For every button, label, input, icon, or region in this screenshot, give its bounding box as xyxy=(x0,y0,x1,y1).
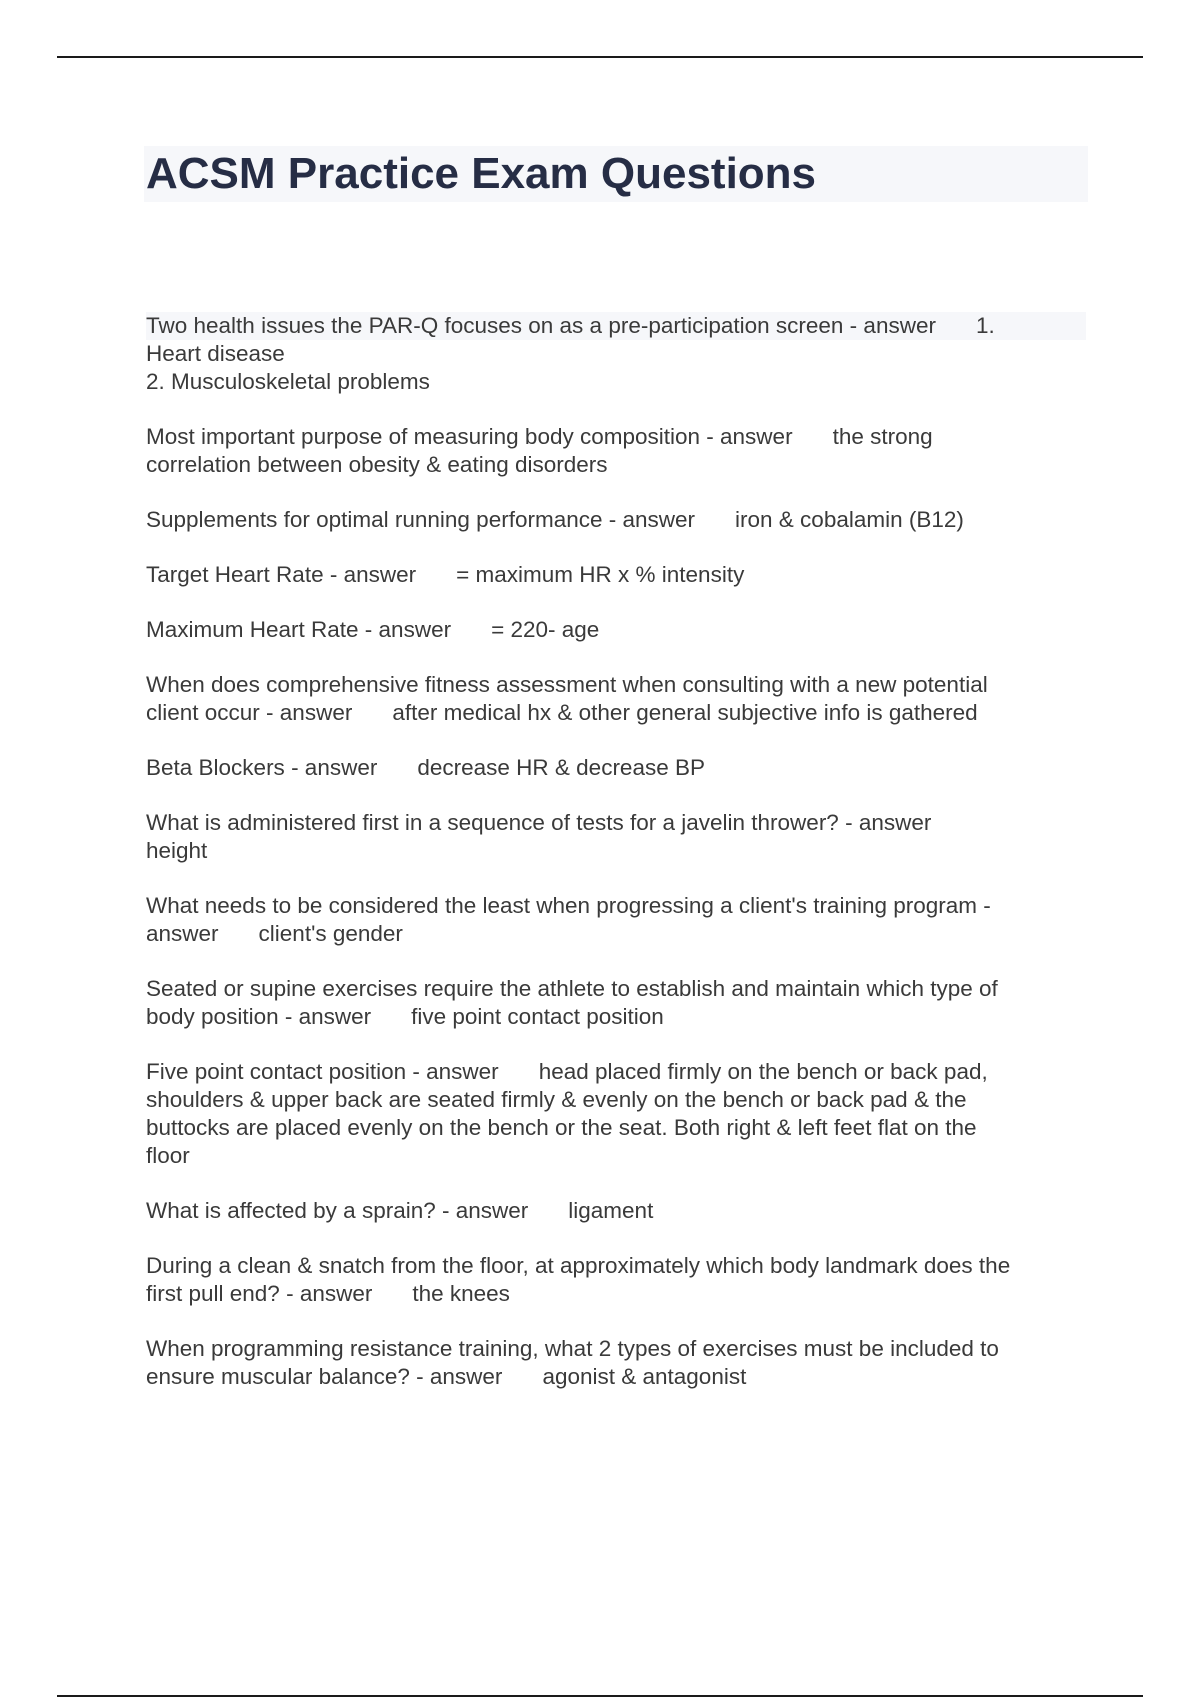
qa-line xyxy=(146,920,1086,948)
qa-list xyxy=(146,312,1086,1418)
answer-text: ligament xyxy=(568,1198,654,1223)
question-text: Most important purpose of measuring body composition - answer xyxy=(146,424,793,449)
answer-text: = 220- age xyxy=(491,617,600,642)
question-text: client occur - answer xyxy=(146,700,353,725)
answer-text: the strong xyxy=(832,424,933,449)
qa-line xyxy=(146,754,1086,782)
question-text: Supplements for optimal running performance - answer xyxy=(146,507,696,532)
qa-line xyxy=(146,312,1086,340)
page-title: ACSM Practice Exam Questions xyxy=(146,149,817,198)
answer-text: after medical hx & other general subjective info is gathered xyxy=(392,700,978,725)
question-line: What is administered first in a sequence of tests for a javelin thrower? - answer xyxy=(146,810,932,835)
qa-line xyxy=(146,699,1086,727)
answer-text: the knees xyxy=(412,1281,510,1306)
question-text: Two health issues the PAR-Q focuses on as a pre-participation screen - answer xyxy=(146,313,936,338)
question-line: When programming resistance training, what 2 types of exercises must be included to xyxy=(146,1336,999,1361)
qa-line xyxy=(146,1197,1086,1225)
qa-item xyxy=(146,754,1086,782)
answer-text: iron & cobalamin (B12) xyxy=(735,507,964,532)
answer-line: buttocks are placed evenly on the bench or the seat. Both right & left feet flat on the xyxy=(146,1115,977,1140)
qa-item xyxy=(146,809,1086,865)
question-line: During a clean & snatch from the floor, at approximately which body landmark does the xyxy=(146,1253,1011,1278)
question-text: Target Heart Rate - answer xyxy=(146,562,417,587)
qa-line xyxy=(146,1280,1086,1308)
question-line: Seated or supine exercises require the athlete to establish and maintain which type of xyxy=(146,976,998,1001)
qa-item xyxy=(146,1197,1086,1225)
qa-line xyxy=(146,506,1086,534)
question-text: body position - answer xyxy=(146,1004,372,1029)
question-line: What needs to be considered the least when progressing a client's training program - xyxy=(146,893,991,918)
qa-line xyxy=(146,423,1086,451)
qa-line xyxy=(146,1003,1086,1031)
question-text: What is affected by a sprain? - answer xyxy=(146,1198,529,1223)
qa-item xyxy=(146,312,1086,396)
qa-line xyxy=(146,561,1086,589)
top-rule xyxy=(57,56,1143,58)
answer-line: floor xyxy=(146,1143,190,1168)
answer-line: Heart disease xyxy=(146,341,285,366)
answer-line: height xyxy=(146,838,208,863)
qa-item xyxy=(146,892,1086,948)
question-text: answer xyxy=(146,921,219,946)
answer-line: 2. Musculoskeletal problems xyxy=(146,369,430,394)
answer-text: 1. xyxy=(975,313,995,338)
answer-text: head placed firmly on the bench or back pad, xyxy=(538,1059,988,1084)
qa-item xyxy=(146,616,1086,644)
question-text: Beta Blockers - answer xyxy=(146,755,378,780)
answer-text: client's gender xyxy=(258,921,403,946)
question-text: Five point contact position - answer xyxy=(146,1059,499,1084)
qa-item xyxy=(146,561,1086,589)
answer-text: five point contact position xyxy=(411,1004,664,1029)
bottom-rule xyxy=(57,1695,1143,1697)
qa-item xyxy=(146,423,1086,479)
question-text: ensure muscular balance? - answer xyxy=(146,1364,503,1389)
question-text: first pull end? - answer xyxy=(146,1281,373,1306)
qa-item xyxy=(146,671,1086,727)
qa-item xyxy=(146,1252,1086,1308)
answer-text: = maximum HR x % intensity xyxy=(456,562,745,587)
qa-item xyxy=(146,506,1086,534)
answer-line: correlation between obesity & eating disorders xyxy=(146,452,608,477)
qa-item xyxy=(146,1335,1086,1391)
qa-line xyxy=(146,1363,1086,1391)
qa-item xyxy=(146,975,1086,1031)
qa-line xyxy=(146,1058,1086,1086)
answer-line: shoulders & upper back are seated firmly & evenly on the bench or back pad & the xyxy=(146,1087,967,1112)
qa-line xyxy=(146,616,1086,644)
answer-text: decrease HR & decrease BP xyxy=(417,755,705,780)
answer-text: agonist & antagonist xyxy=(542,1364,747,1389)
qa-item xyxy=(146,1058,1086,1170)
question-text: Maximum Heart Rate - answer xyxy=(146,617,452,642)
question-line: When does comprehensive fitness assessment when consulting with a new potential xyxy=(146,672,988,697)
